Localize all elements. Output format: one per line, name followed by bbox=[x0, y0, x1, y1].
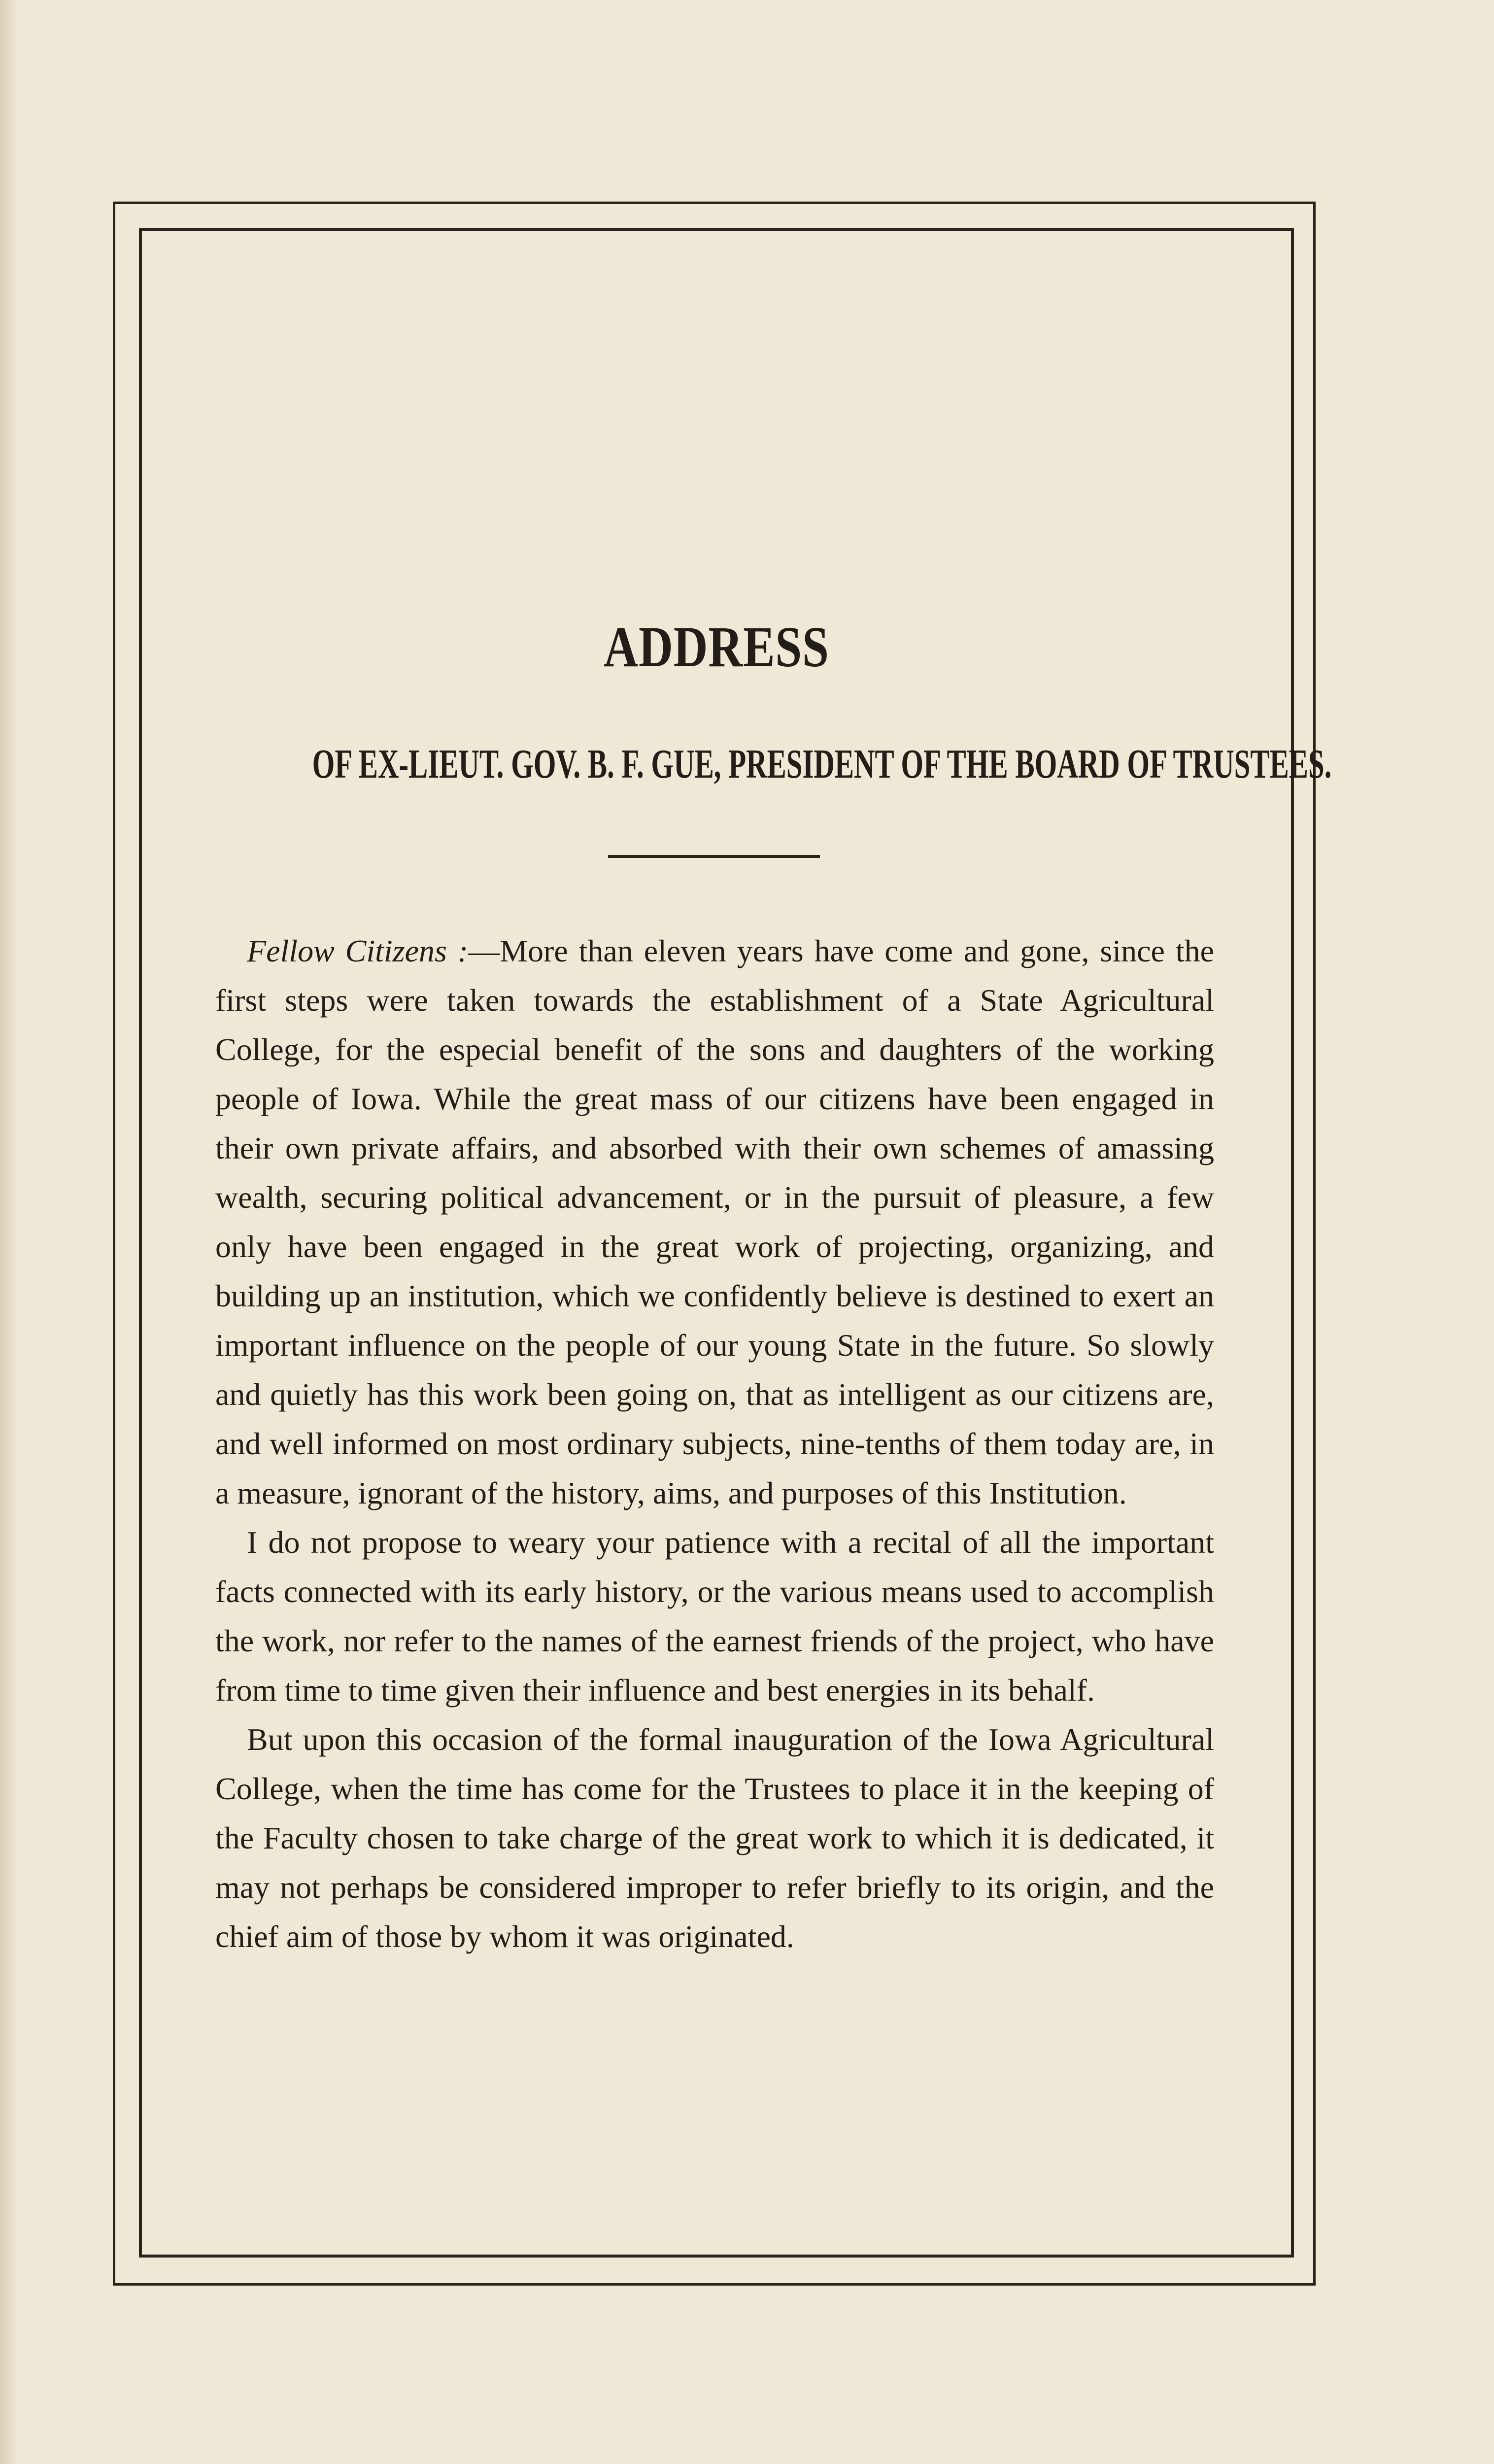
salutation: Fellow Citizens : bbox=[247, 933, 469, 968]
title-divider bbox=[608, 855, 820, 858]
document-subtitle: OF EX-LIEUT. GOV. B. F. GUE, PRESIDENT OF THE BOARD OF TRUSTEES. bbox=[312, 741, 1332, 787]
paragraph-2: I do not propose to weary your patience with a recital of all the important facts connected with its early history, or the various means used to accomplish the work, nor refer to the names of the earnest friends of the project, who have from time to time given their influence and best energies in its behalf. bbox=[215, 1525, 1214, 1708]
address-body bbox=[215, 926, 1214, 1961]
paragraph-3: But upon this occasion of the formal inauguration of the Iowa Agricultural College, when the time has come for the Trustees to place it in the keeping of the Faculty chosen to take charge of the great work to which it is dedicated, it may not perhaps be considered improper to refer briefly to its origin, and the chief aim of those by whom it was originated. bbox=[215, 1722, 1214, 1954]
document-title: ADDRESS bbox=[604, 615, 829, 679]
paragraph-1-text: —More than eleven years have come and gone, since the first steps were taken towards the establishment of a State Agricultural College, for the especial benefit of the sons and daughters of the working people of Iowa. While the great mass of our citizens have been engaged in their own private affairs, and absorbed with their own schemes of amassing wealth, securing political advancement, or in the pursuit of pleasure, a few only have been engaged in the great work of projecting, organizing, and building up an institution, which we confidently believe is destined to exert an important influence on the people of our young State in the future. So slowly and quietly has this work been going on, that as intelligent as our citizens are, and well informed on most ordinary subjects, nine-tenths of them today are, in a measure, ignorant of the history, aims, and purposes of this Institution. bbox=[215, 933, 1215, 1510]
page-edge-shadow bbox=[0, 0, 18, 2464]
paragraph-1 bbox=[215, 926, 1214, 1518]
